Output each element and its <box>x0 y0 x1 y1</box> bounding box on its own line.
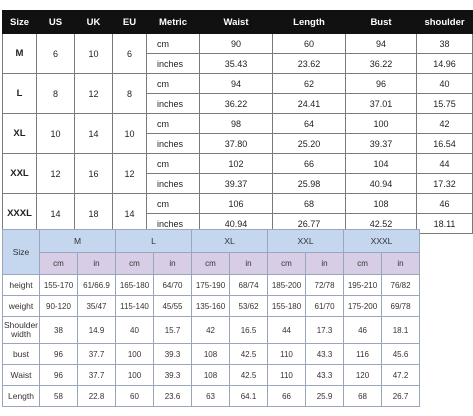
bust-cm: 104 <box>346 154 417 174</box>
row-label: weight <box>3 296 40 317</box>
header-eu: EU <box>113 11 147 34</box>
length-inches: 25.20 <box>273 134 346 154</box>
cell: 195-210 <box>344 275 382 296</box>
row-label: Length <box>3 386 40 407</box>
cell: 58 <box>40 386 78 407</box>
waist-inches: 40.94 <box>200 214 273 234</box>
uk-size: 18 <box>75 194 113 234</box>
header-waist: Waist <box>200 11 273 34</box>
table-row <box>3 154 473 174</box>
waist-inches: 35.43 <box>200 54 273 74</box>
metric-inches: inches <box>147 134 200 154</box>
metric-cm: cm <box>147 114 200 134</box>
cell: 63 <box>192 386 230 407</box>
table-row <box>3 386 420 407</box>
waist-cm: 90 <box>200 34 273 54</box>
table-2-size-header-row <box>3 230 420 253</box>
cell: 120 <box>344 365 382 386</box>
cell: 53/62 <box>230 296 268 317</box>
cell: 26.7 <box>382 386 420 407</box>
cell: 14.9 <box>78 317 116 344</box>
shoulder-cm: 38 <box>417 34 473 54</box>
size-chart-table-1 <box>2 10 473 234</box>
waist-cm: 94 <box>200 74 273 94</box>
length-cm: 60 <box>273 34 346 54</box>
metric-cm: cm <box>147 194 200 214</box>
cell: 16.5 <box>230 317 268 344</box>
length-cm: 64 <box>273 114 346 134</box>
cell: 38 <box>40 317 78 344</box>
cell: 37.7 <box>78 344 116 365</box>
cell: 42.5 <box>230 365 268 386</box>
header-shoulder: shoulder <box>417 11 473 34</box>
metric-cm: cm <box>147 34 200 54</box>
size-label: XL <box>3 114 37 154</box>
size-header-xl: XL <box>192 230 268 253</box>
table-row <box>3 317 420 344</box>
shoulder-inches: 18.11 <box>417 214 473 234</box>
waist-cm: 102 <box>200 154 273 174</box>
table-row <box>3 74 473 94</box>
table-row <box>3 114 473 134</box>
cell: 43.3 <box>306 365 344 386</box>
size-header-m: M <box>40 230 116 253</box>
metric-cm: cm <box>147 154 200 174</box>
eu-size: 10 <box>113 114 147 154</box>
unit-cm: cm <box>116 253 154 275</box>
length-inches: 24.41 <box>273 94 346 114</box>
waist-inches: 39.37 <box>200 174 273 194</box>
row-label: Waist <box>3 365 40 386</box>
cell: 25.9 <box>306 386 344 407</box>
unit-in: in <box>154 253 192 275</box>
metric-inches: inches <box>147 214 200 234</box>
us-size: 6 <box>37 34 75 74</box>
cell: 68/74 <box>230 275 268 296</box>
cell: 23.6 <box>154 386 192 407</box>
cell: 135-160 <box>192 296 230 317</box>
cell: 61/66.9 <box>78 275 116 296</box>
bust-cm: 96 <box>346 74 417 94</box>
cell: 42.5 <box>230 344 268 365</box>
header-length: Length <box>273 11 346 34</box>
shoulder-inches: 14.96 <box>417 54 473 74</box>
cell: 18.1 <box>382 317 420 344</box>
cell: 61/70 <box>306 296 344 317</box>
size-header-xxxl: XXXL <box>344 230 420 253</box>
shoulder-cm: 46 <box>417 194 473 214</box>
table-1-header-row <box>3 11 473 34</box>
unit-cm: cm <box>344 253 382 275</box>
length-cm: 66 <box>273 154 346 174</box>
unit-in: in <box>78 253 116 275</box>
shoulder-cm: 42 <box>417 114 473 134</box>
waist-cm: 106 <box>200 194 273 214</box>
table-row <box>3 34 473 54</box>
us-size: 12 <box>37 154 75 194</box>
cell: 155-180 <box>268 296 306 317</box>
row-label: Shoulder width <box>3 317 40 344</box>
table-row <box>3 365 420 386</box>
metric-cm: cm <box>147 74 200 94</box>
cell: 64/70 <box>154 275 192 296</box>
cell: 15.7 <box>154 317 192 344</box>
cell: 42 <box>192 317 230 344</box>
size-label: L <box>3 74 37 114</box>
cell: 175-190 <box>192 275 230 296</box>
length-inches: 25.98 <box>273 174 346 194</box>
eu-size: 6 <box>113 34 147 74</box>
cell: 68 <box>344 386 382 407</box>
unit-in: in <box>306 253 344 275</box>
size-label: XXL <box>3 154 37 194</box>
size-chart-table-2 <box>2 229 420 407</box>
cell: 155-170 <box>40 275 78 296</box>
size-header-xxl: XXL <box>268 230 344 253</box>
waist-inches: 37.80 <box>200 134 273 154</box>
cell: 100 <box>116 344 154 365</box>
us-size: 10 <box>37 114 75 154</box>
size-header-l: L <box>116 230 192 253</box>
unit-cm: cm <box>268 253 306 275</box>
shoulder-inches: 16.54 <box>417 134 473 154</box>
cell: 115-140 <box>116 296 154 317</box>
cell: 100 <box>116 365 154 386</box>
uk-size: 16 <box>75 154 113 194</box>
shoulder-cm: 40 <box>417 74 473 94</box>
metric-inches: inches <box>147 54 200 74</box>
cell: 165-180 <box>116 275 154 296</box>
length-cm: 62 <box>273 74 346 94</box>
table-2-unit-header-row <box>3 253 420 275</box>
cell: 69/78 <box>382 296 420 317</box>
us-size: 8 <box>37 74 75 114</box>
cell: 39.3 <box>154 344 192 365</box>
table-row <box>3 344 420 365</box>
table-row <box>3 194 473 214</box>
cell: 43.3 <box>306 344 344 365</box>
unit-cm: cm <box>40 253 78 275</box>
metric-inches: inches <box>147 174 200 194</box>
bust-inches: 40.94 <box>346 174 417 194</box>
shoulder-inches: 17.32 <box>417 174 473 194</box>
cell: 22.8 <box>78 386 116 407</box>
metric-inches: inches <box>147 94 200 114</box>
bust-cm: 94 <box>346 34 417 54</box>
waist-inches: 36.22 <box>200 94 273 114</box>
cell: 44 <box>268 317 306 344</box>
uk-size: 14 <box>75 114 113 154</box>
row-label: height <box>3 275 40 296</box>
unit-cm: cm <box>192 253 230 275</box>
cell: 46 <box>344 317 382 344</box>
bust-cm: 100 <box>346 114 417 134</box>
cell: 66 <box>268 386 306 407</box>
cell: 108 <box>192 365 230 386</box>
bust-inches: 42.52 <box>346 214 417 234</box>
length-inches: 23.62 <box>273 54 346 74</box>
cell: 17.3 <box>306 317 344 344</box>
cell: 40 <box>116 317 154 344</box>
header-size: Size <box>3 11 37 34</box>
eu-size: 12 <box>113 154 147 194</box>
row-label: bust <box>3 344 40 365</box>
table-row <box>3 275 420 296</box>
cell: 35/47 <box>78 296 116 317</box>
header-metric: Metric <box>147 11 200 34</box>
cell: 72/78 <box>306 275 344 296</box>
cell: 76/82 <box>382 275 420 296</box>
cell: 110 <box>268 365 306 386</box>
cell: 45.6 <box>382 344 420 365</box>
cell: 116 <box>344 344 382 365</box>
header-size: Size <box>3 230 40 275</box>
cell: 175-200 <box>344 296 382 317</box>
bust-inches: 39.37 <box>346 134 417 154</box>
waist-cm: 98 <box>200 114 273 134</box>
header-bust: Bust <box>346 11 417 34</box>
header-uk: UK <box>75 11 113 34</box>
length-cm: 68 <box>273 194 346 214</box>
header-us: US <box>37 11 75 34</box>
table-row <box>3 296 420 317</box>
size-label: M <box>3 34 37 74</box>
unit-in: in <box>230 253 268 275</box>
bust-inches: 36.22 <box>346 54 417 74</box>
cell: 37.7 <box>78 365 116 386</box>
bust-inches: 37.01 <box>346 94 417 114</box>
cell: 90-120 <box>40 296 78 317</box>
cell: 47.2 <box>382 365 420 386</box>
size-label: XXXL <box>3 194 37 234</box>
cell: 96 <box>40 344 78 365</box>
us-size: 14 <box>37 194 75 234</box>
eu-size: 8 <box>113 74 147 114</box>
cell: 64.1 <box>230 386 268 407</box>
uk-size: 12 <box>75 74 113 114</box>
eu-size: 14 <box>113 194 147 234</box>
bust-cm: 108 <box>346 194 417 214</box>
cell: 45/55 <box>154 296 192 317</box>
unit-in: in <box>382 253 420 275</box>
cell: 185-200 <box>268 275 306 296</box>
cell: 96 <box>40 365 78 386</box>
shoulder-inches: 15.75 <box>417 94 473 114</box>
cell: 110 <box>268 344 306 365</box>
length-inches: 26.77 <box>273 214 346 234</box>
uk-size: 10 <box>75 34 113 74</box>
cell: 39.3 <box>154 365 192 386</box>
cell: 60 <box>116 386 154 407</box>
shoulder-cm: 44 <box>417 154 473 174</box>
cell: 108 <box>192 344 230 365</box>
